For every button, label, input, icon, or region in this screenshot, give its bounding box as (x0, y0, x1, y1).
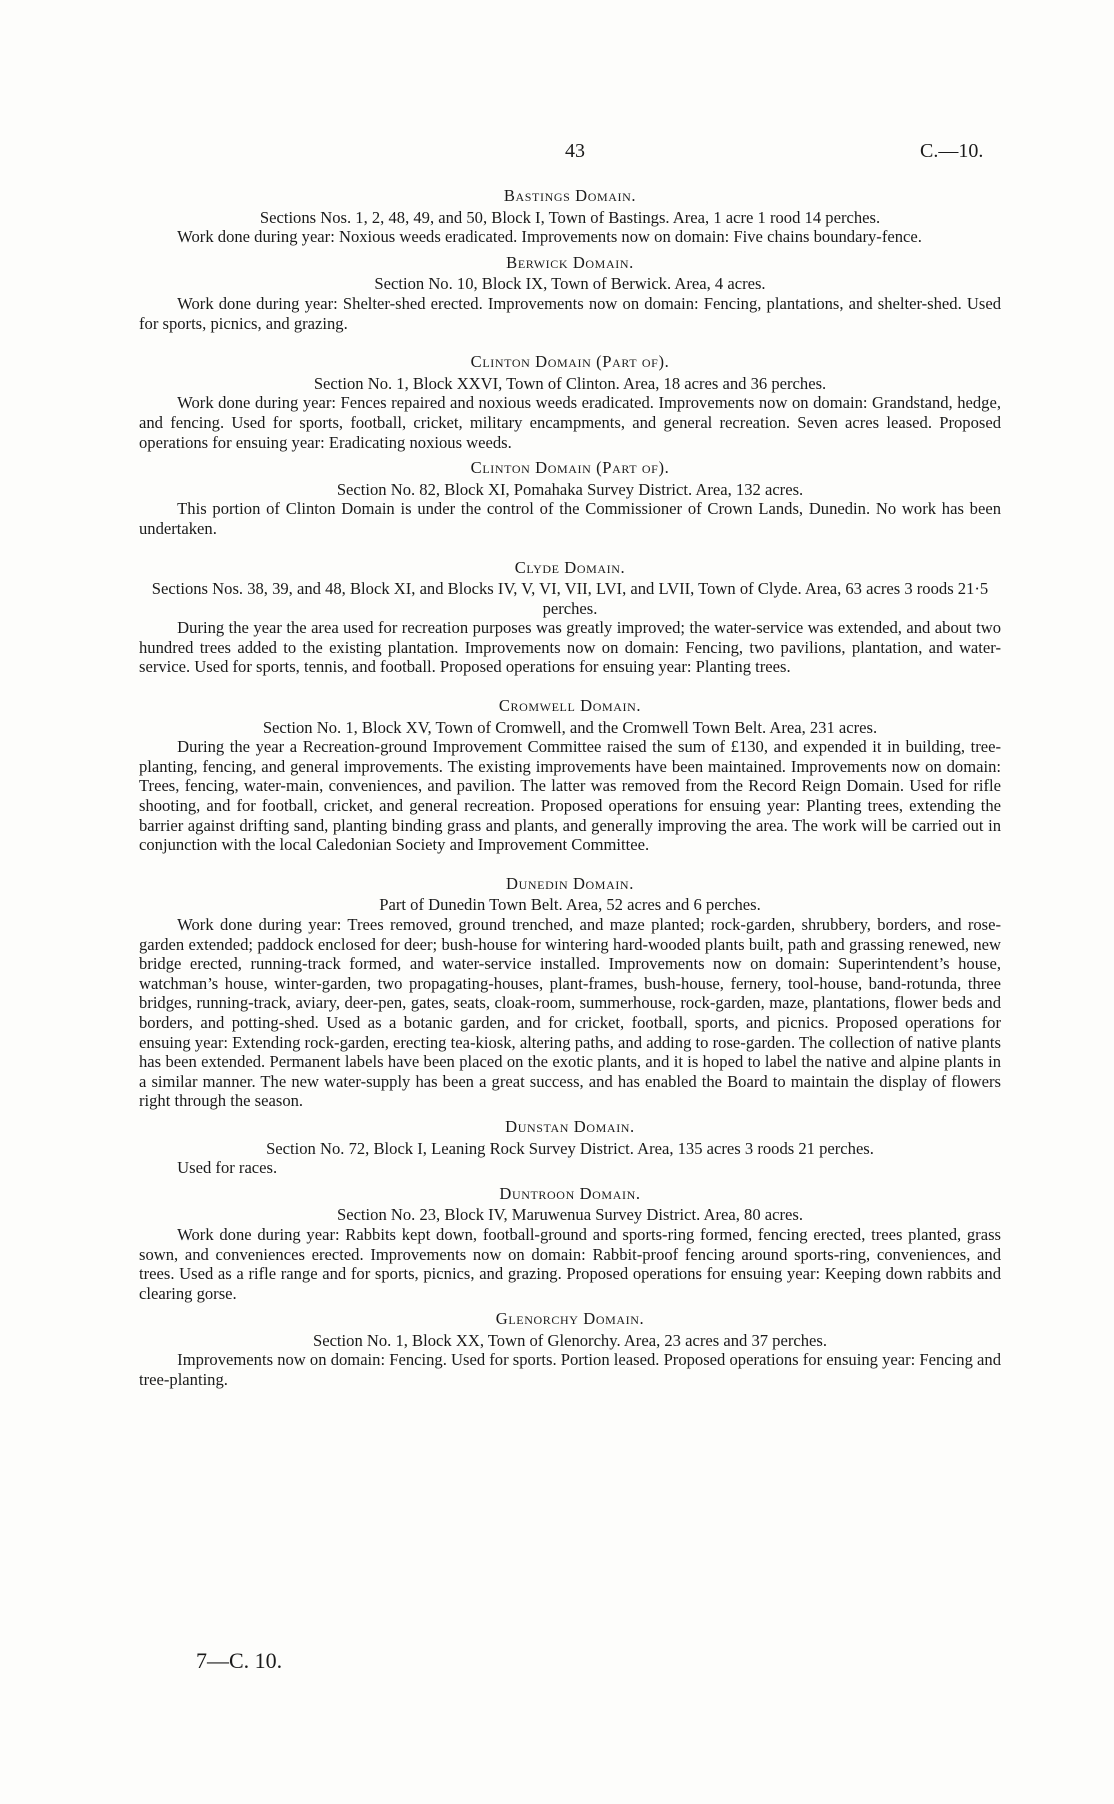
section-heading: Cromwell Domain. (498, 696, 642, 716)
section-heading: Duntroon Domain. (499, 1183, 641, 1203)
section-heading: Bastings Domain. (503, 186, 637, 205)
section-paragraph: During the year the area used for recreation purposes was greatly improved; the water-service was extended, and about two hundred trees added to the existing plantation. Improvements now on domain: Fencing, two pavilions, plantation, and water-service. Used for sports, tennis, and football. Proposed operations for ensuing year: Planting trees. (139, 618, 1001, 677)
section-heading: Dunedin Domain. (506, 873, 634, 893)
page-footer-signature: 7—C. 10. (196, 1648, 283, 1673)
section-description: Section No. 1, Block XXVI, Town of Clinton. Area, 18 acres and 36 perches. (313, 373, 827, 393)
section-paragraph: Work done during year: Shelter-shed erected. Improvements now on domain: Fencing, plantations, and shelter-shed. Used for sports, picnics, and grazing. (139, 293, 1001, 333)
section-duntroon-domain (139, 1184, 1001, 1304)
section-description: Part of Dunedin Town Belt. Area, 52 acres and 6 perches. (379, 895, 761, 915)
page-number: 43 (565, 140, 585, 162)
section-heading: Clinton Domain (Part of). (470, 458, 670, 478)
section-cromwell-domain (139, 696, 1001, 855)
section-bastings-domain (139, 186, 1001, 247)
section-paragraph: Work done during year: Fences repaired and noxious weeds eradicated. Improvements now on domain: Grandstand, hedge, and fencing. Used for sports, football, cricket, military encampments, and general recreation. Seven acres leased. Proposed operations for ensuing year: Eradicating noxious weeds. (139, 393, 1001, 452)
section-glenorchy-domain (139, 1309, 1001, 1389)
section-description: Sections Nos. 38, 39, and 48, Block XI, and Blocks IV, V, VI, VII, LVI, and LVII, Town of Clyde. Area, 63 acres 3 roods 21·5 perches. (151, 579, 989, 618)
section-paragraph: Work done during year: Rabbits kept down, football-ground and sports-ring formed, fencing erected, trees planted, grass sown, and conveniences erected. Improvements now on domain: Rabbit-proof fencing around sports-ring, conveniences, and trees. Used as a rifle range and for sports, picnics, and grazing. Proposed operations for ensuing year: Keeping down rabbits and clearing gorse. (139, 1224, 1001, 1303)
section-heading: Glenorchy Domain. (495, 1309, 645, 1329)
section-description: Section No. 10, Block IX, Town of Berwick. Area, 4 acres. (374, 274, 766, 294)
section-description: Section No. 23, Block IV, Maruwenua Survey District. Area, 80 acres. (336, 1205, 804, 1225)
section-heading: Berwick Domain. (506, 252, 634, 272)
section-description: Section No. 1, Block XV, Town of Cromwell, and the Cromwell Town Belt. Area, 231 acres. (262, 717, 878, 737)
document-reference: C.—10. (920, 140, 984, 162)
section-description: Section No. 1, Block XX, Town of Glenorchy. Area, 23 acres and 37 perches. (312, 1330, 828, 1350)
section-description: Sections Nos. 1, 2, 48, 49, and 50, Block I, Town of Bastings. Area, 1 acre 1 rood 14 perches. (259, 207, 881, 227)
section-paragraph: Work done during year: Trees removed, ground trenched, and maze planted; rock-garden, shrubbery, borders, and rose-garden extended; paddock enclosed for deer; bush-house for wintering hard-wooded plants built, path and grassing renewed, new bridge erected, running-track formed, and water-service installed. Improvements now on domain: Superintendent’s house, watchman’s house, winter-garden, two propagating-houses, plant-frames, bush-house, fernery, tool-house, band-rotunda, three bridges, running-track, aviary, deer-pen, gates, seats, cloak-room, summerhouse, rock-garden, maze, plantations, flower beds and borders, and potting-shed. Used as a botanic garden, and for cricket, football, sports, and picnics. Proposed operations for ensuing year: Extending rock-garden, erecting tea-kiosk, altering paths, and adding to rose-garden. The collection of native plants has been extended. Permanent labels have been placed on the exotic plants, and it is hoped to label the native and alpine plants in a similar manner. The new water-supply has been a great success, and has enabled the Board to maintain the display of flowers right through the season. (139, 915, 1001, 1111)
section-paragraph: During the year a Recreation-ground Improvement Committee raised the sum of £130, and expended it in building, tree-planting, fencing, and general improvements. The existing improvements have been maintained. Improvements now on domain: Trees, fencing, water-main, conveniences, and pavilion. The latter was removed from the Record Reign Domain. Used for rifle shooting, and for football, cricket, and general recreation. Proposed operations for ensuing year: Planting trees, extending the barrier against drifting sand, planting binding grass and plants, and generally improving the area. The work will be carried out in conjunction with the local Caledonian Society and Improvement Committee. (139, 737, 1001, 855)
document-body (139, 186, 1001, 1390)
section-description: Section No. 72, Block I, Leaning Rock Survey District. Area, 135 acres 3 roods 21 perches. (266, 1138, 874, 1158)
section-dunedin-domain (139, 874, 1001, 1111)
section-dunstan-domain (139, 1117, 1001, 1178)
section-paragraph: This portion of Clinton Domain is under the control of the Commissioner of Crown Lands, Dunedin. No work has been undertaken. (139, 499, 1001, 538)
section-clinton-domain-1 (139, 352, 1001, 452)
section-clyde-domain (139, 558, 1001, 678)
section-clinton-domain-2 (139, 458, 1001, 538)
page-header (0, 140, 1114, 170)
section-heading: Dunstan Domain. (505, 1116, 635, 1136)
section-description: Section No. 82, Block XI, Pomahaka Survey District. Area, 132 acres. (336, 479, 804, 499)
section-heading: Clinton Domain (Part of). (470, 352, 670, 372)
section-paragraph: Used for races. (177, 1158, 278, 1178)
section-heading: Clyde Domain. (514, 557, 626, 577)
section-paragraph: Improvements now on domain: Fencing. Used for sports. Portion leased. Proposed operations for ensuing year: Fencing and tree-planting. (139, 1350, 1001, 1390)
section-paragraph: Work done during year: Noxious weeds eradicated. Improvements now on domain: Five chains boundary-fence. (177, 227, 922, 247)
section-berwick-domain (139, 253, 1001, 333)
